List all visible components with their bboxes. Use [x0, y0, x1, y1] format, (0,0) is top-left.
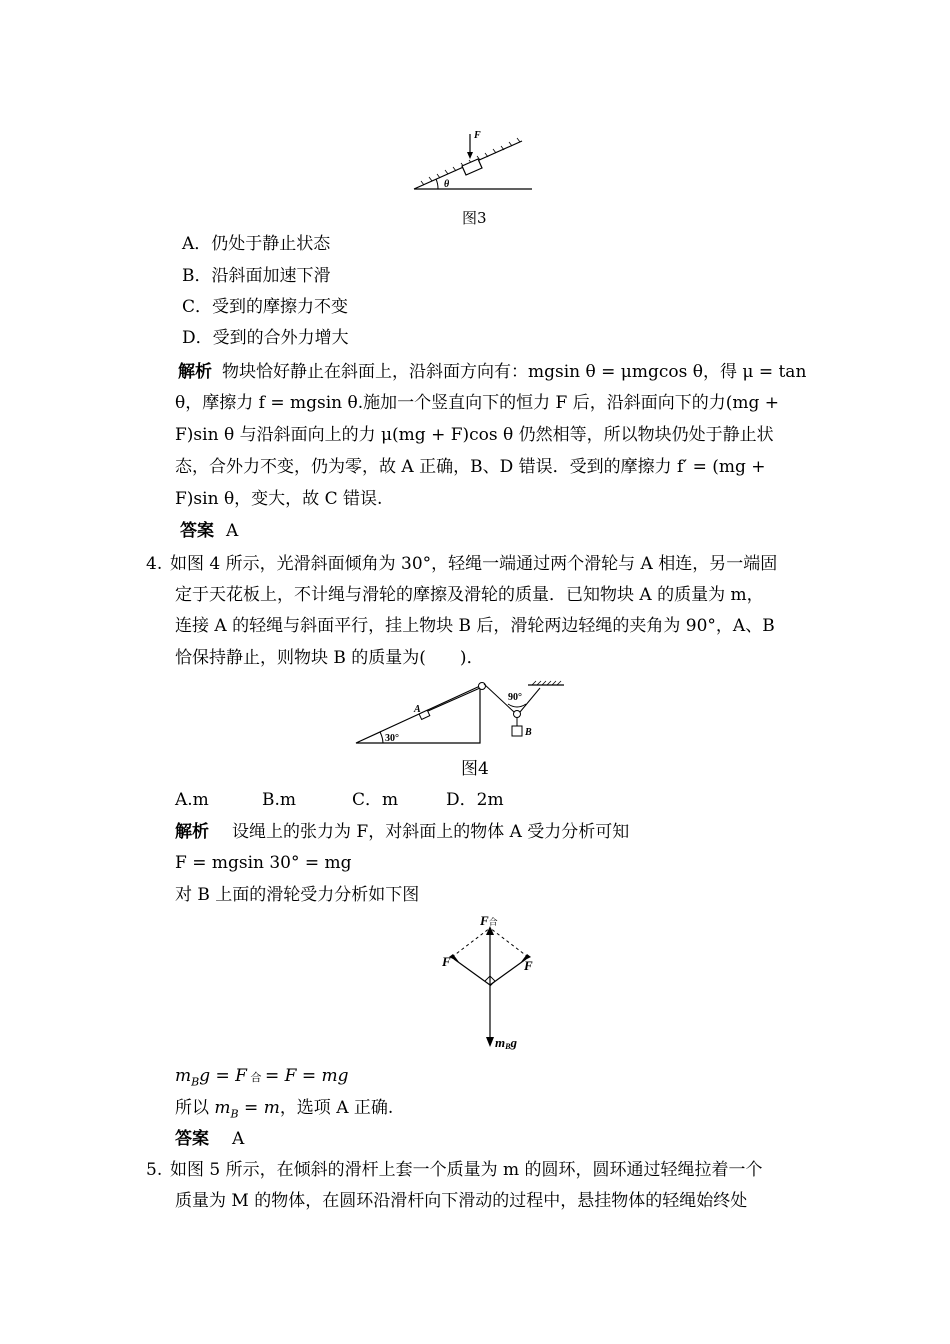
q5-number: 5.: [146, 1160, 163, 1180]
q4-analysis-line-1: 设绳上的张力为 F，对斜面上的物体 A 受力分析可知: [232, 822, 630, 842]
q3-analysis-line-5: F)sin θ，变大，故 C 错误.: [175, 489, 383, 509]
figure-4-caption: 图4: [461, 759, 489, 779]
q5-line-2: 质量为 M 的物体，在圆环沿滑杆向下滑动的过程中，悬挂物体的轻绳始终处: [175, 1191, 748, 1211]
q4-result-line-2: 所以 $m_B = m$，选项 A 正确.: [175, 1098, 394, 1121]
q3-answer-value: A: [226, 521, 239, 541]
q4-option-d: D．2m: [446, 790, 504, 810]
q4-number: 4.: [146, 554, 163, 574]
q4-line-2: 定于天花板上，不计绳与滑轮的摩擦及滑轮的质量．已知物块 A 的质量为 m，: [175, 585, 764, 605]
force-label-F-right: F: [524, 958, 533, 973]
figure-4-pulleys: [350, 676, 570, 748]
force-label-mBg: mBg: [495, 1035, 517, 1051]
q4-line-4: 恰保持静止，则物块 B 的质量为( )．: [175, 648, 484, 668]
q4-line-3: 连接 A 的轻绳与斜面平行，挂上物块 B 后，滑轮两边轻绳的夹角为 90°，A、B: [175, 616, 775, 636]
q3-answer-label: 答案: [180, 521, 214, 541]
q4-analysis-line-2: F = mgsin 30° = mg: [175, 853, 352, 873]
fig4-label-30: 30°: [385, 733, 399, 744]
q3-option-c: C．受到的摩擦力不变: [182, 297, 349, 317]
q4-result-line-1: $m_Bg = F$ 合 = F = mg: [175, 1066, 349, 1089]
q4-option-c: C．m: [352, 790, 399, 810]
q3-analysis-line-2: θ，摩擦力 f = mgsin θ.施加一个竖直向下的恒力 F 后，沿斜面向下的力(mg +: [175, 393, 780, 413]
fig4-label-90: 90°: [508, 692, 522, 703]
force-diagram: [440, 910, 540, 1055]
q4-answer-label: 答案: [175, 1129, 209, 1149]
fig3-label-theta: θ: [444, 179, 450, 190]
force-label-F-left: F: [442, 954, 451, 969]
q4-answer-value: A: [232, 1129, 245, 1149]
q5-line-1: 如图 5 所示，在倾斜的滑杆上套一个质量为 m 的圆环，圆环通过轻绳拉着一个: [170, 1160, 763, 1180]
figure-3-caption: 图3: [462, 209, 487, 227]
q4-analysis-line-3: 对 B 上面的滑轮受力分析如下图: [175, 885, 420, 905]
q3-analysis-line-1: 物块恰好静止在斜面上，沿斜面方向有：mgsin θ = μmgcos θ，得 μ = tan: [222, 362, 807, 382]
q3-option-a: A．仍处于静止状态: [182, 234, 331, 254]
q3-option-d: D．受到的合外力增大: [182, 328, 349, 348]
figure-3-incline: [410, 128, 535, 194]
q4-option-a: A.m: [175, 790, 209, 810]
fig4-label-B: B: [525, 727, 532, 738]
q4-option-b: B.m: [262, 790, 297, 810]
q3-analysis-title: 解析: [178, 362, 212, 382]
q4-line-1: 如图 4 所示，光滑斜面倾角为 30°，轻绳一端通过两个滑轮与 A 相连，另一端固: [170, 554, 778, 574]
q4-analysis-title: 解析: [175, 822, 209, 842]
q3-option-b: B．沿斜面加速下滑: [182, 266, 331, 286]
q3-analysis-line-4: 态，合外力不变，仍为零，故 A 正确，B、D 错误．受到的摩擦力 f′ = (mg +: [175, 457, 766, 477]
q3-analysis-line-3: F)sin θ 与沿斜面向上的力 μ(mg + F)cos θ 仍然相等，所以物块仍处于静止状: [175, 425, 774, 445]
fig4-label-A: A: [414, 704, 421, 715]
force-label-Fhe: F合: [480, 913, 498, 928]
fig3-label-F: F: [474, 130, 481, 141]
